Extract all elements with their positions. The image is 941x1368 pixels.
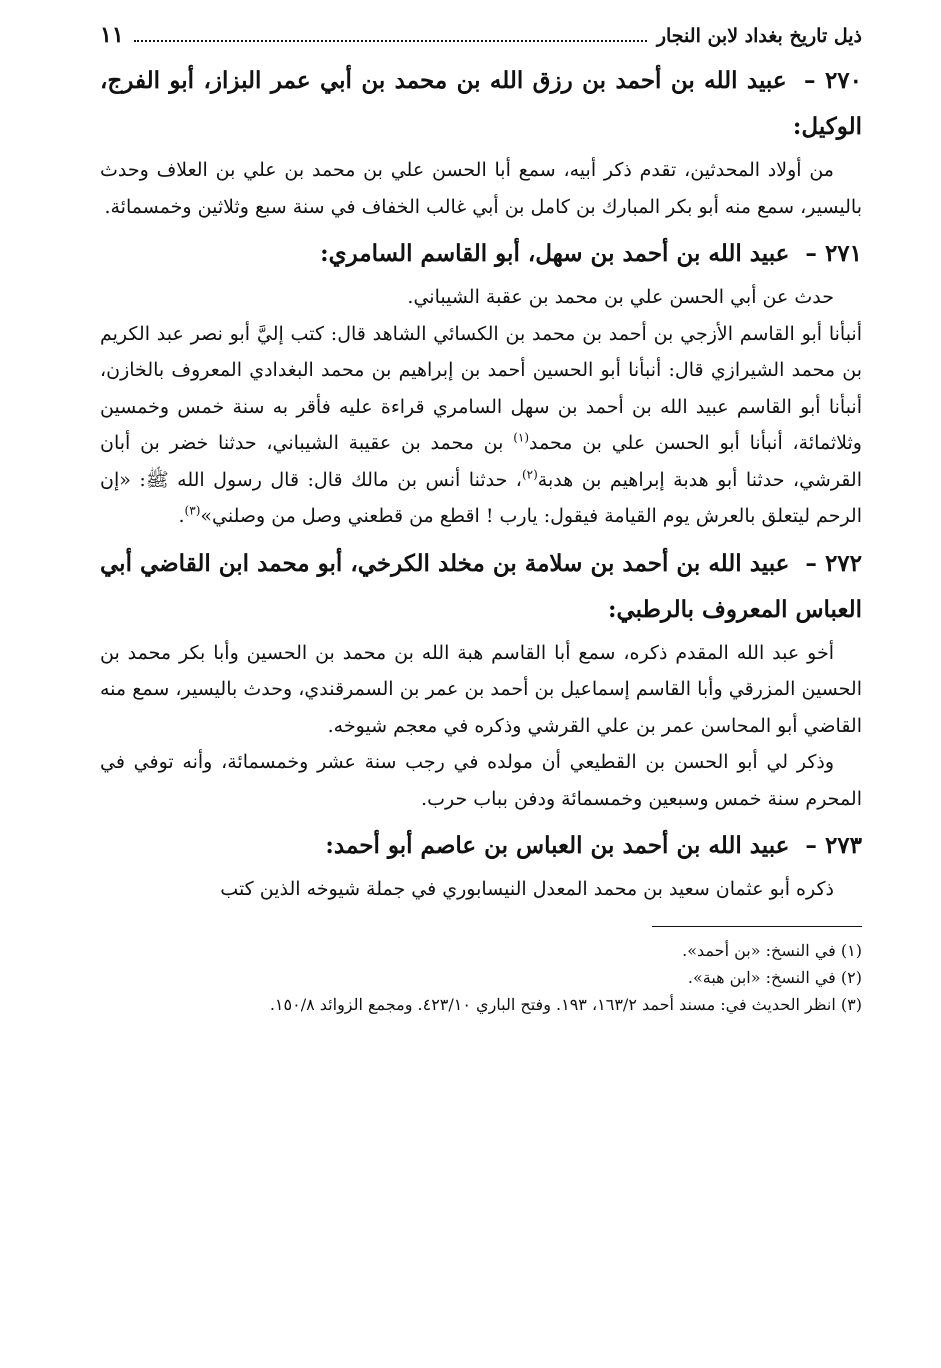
footnote-mark: (١) (513, 430, 530, 445)
footnote: (٢) في النسخ: «ابن هبة». (687, 967, 862, 987)
isnad-text-part-1: أنبأنا أبو القاسم الأزجي بن أحمد بن محمد بن الكسائي الشاهد قال: كتب إليَّ أبو نصر عبد الكريم بن محمد الشيرازي قال: أنبأنا أبو الحسين أحمد بن إبراهيم بن محمد البغدادي المعروف بالخازن، أنبأنا أبو القاسم عبيد الله بن أحمد بن سهل السامري قراءة عليه فأقر به سنة خمس وخمسين وثلاثمائة، أنبأنا أبو الحسن علي بن محمد (100, 322, 862, 454)
entry-title: عبيد الله بن أحمد بن رزق الله بن محمد بن أبي عمر البزاز، أبو الفرج، الوكيل: (100, 67, 862, 140)
book-page (100, 18, 862, 1348)
entry-number: ٢٧٢ – (805, 549, 862, 577)
hadith-isnad-paragraph: أنبأنا أبو القاسم الأزجي بن أحمد بن محمد بن الكسائي الشاهد قال: كتب إليَّ أبو نصر عبد الكريم بن محمد الشيرازي قال: أنبأنا أبو الحسين أحمد بن إبراهيم بن محمد البغدادي المعروف بالخازن، أنبأنا أبو القاسم عبيد الله بن أحمد بن سهل السامري قراءة عليه فأقر به سنة خمس وخمسين وثلاثمائة، أنبأنا أبو الحسن علي بن محمد$^{(١)}$ بن محمد بن عقيبة الشيباني، حدثنا خضر بن أبان القرشي، حدثنا أبو هدبة إبراهيم بن هدبة$^{(٢)}$، حدثنا أنس بن مالك قال: قال رسول الله ﷺ: «إن الرحم ليتعلق بالعرش يوم القيامة فيقول: يارب ! اقطع من قطعني وصل من وصلني»$^{(٣)}$. (100, 322, 862, 527)
isnad-text-part-2: بن محمد بن عقيبة الشيباني، حدثنا خضر بن أبان القرشي، حدثنا أبو هدبة إبراهيم بن هدبة (100, 432, 862, 491)
entry-heading (100, 541, 862, 633)
entry-heading (100, 231, 862, 277)
page-number: ١١ (100, 22, 124, 48)
footnote: (١) في النسخ: «بن أحمد». (682, 940, 862, 960)
entry-title: عبيد الله بن أحمد بن سهل، أبو القاسم السامري: (320, 240, 790, 267)
header-leader-dots (134, 22, 647, 42)
footnote-mark: (٢) (521, 467, 538, 482)
entry-paragraph: من أولاد المحدثين، تقدم ذكر أبيه، سمع أبا الحسن علي بن محمد بن علي بن العلاف وحدث باليسير، سمع منه أبو بكر المبارك بن كامل بن أبي غالب الخفاف في سنة سبع وثلاثين وخمسمائة. (100, 159, 862, 218)
isnad-text-part-3: ، حدثنا أنس بن مالك قال: قال رسول الله ﷺ: «إن الرحم ليتعلق بالعرش يوم القيامة فيقول: يارب ! اقطع من قطعني وصل من وصلني» (100, 468, 862, 527)
entry-paragraph: ذكره أبو عثمان سعيد بن محمد المعدل النيسابوري في جملة شيوخه الذين كتب (220, 878, 834, 900)
entry-paragraph: حدث عن أبي الحسن علي بن محمد بن عقبة الشيباني. (407, 286, 834, 308)
entry-heading (100, 823, 862, 869)
footnote: (٣) انظر الحديث في: مسند أحمد ١٦٣/٢، ١٩٣. وفتح الباري ٤٢٣/١٠. ومجمع الزوائد ١٥٠/٨. (269, 994, 862, 1014)
footnote-separator (652, 926, 862, 927)
entry-title: عبيد الله بن أحمد بن سلامة بن مخلد الكرخي، أبو محمد ابن القاضي أبي العباس المعروف بالرطبي: (100, 549, 862, 623)
book-title: ذيل تاريخ بغداد لابن النجار (656, 25, 862, 47)
entry-number: ٢٧٣ – (805, 832, 862, 859)
entry-number: ٢٧١ – (805, 240, 862, 267)
footnote-mark: (٣) (184, 503, 201, 518)
entry-title: عبيد الله بن أحمد بن العباس بن عاصم أبو أحمد: (325, 832, 790, 859)
running-header (100, 18, 862, 52)
entry-paragraph: أخو عبد الله المقدم ذكره، سمع أبا القاسم هبة الله بن محمد بن الحسين وأبا بكر محمد بن الحسين المزرقي وأبا القاسم إسماعيل بن أحمد بن عمر بن السمرقندي، وحدث باليسير، سمع منه القاضي أبو المحاسن عمر بن علي القرشي وذكره في معجم شيوخه. (100, 641, 862, 737)
entry-paragraph: وذكر لي أبو الحسن بن القطيعي أن مولده في رجب سنة عشر وخمسمائة، وأنه توفي في المحرم سنة خمس وسبعين وخمسمائة ودفن بباب حرب. (100, 751, 862, 810)
entry-heading (100, 58, 862, 150)
entry-number: ٢٧٠ – (804, 67, 863, 94)
